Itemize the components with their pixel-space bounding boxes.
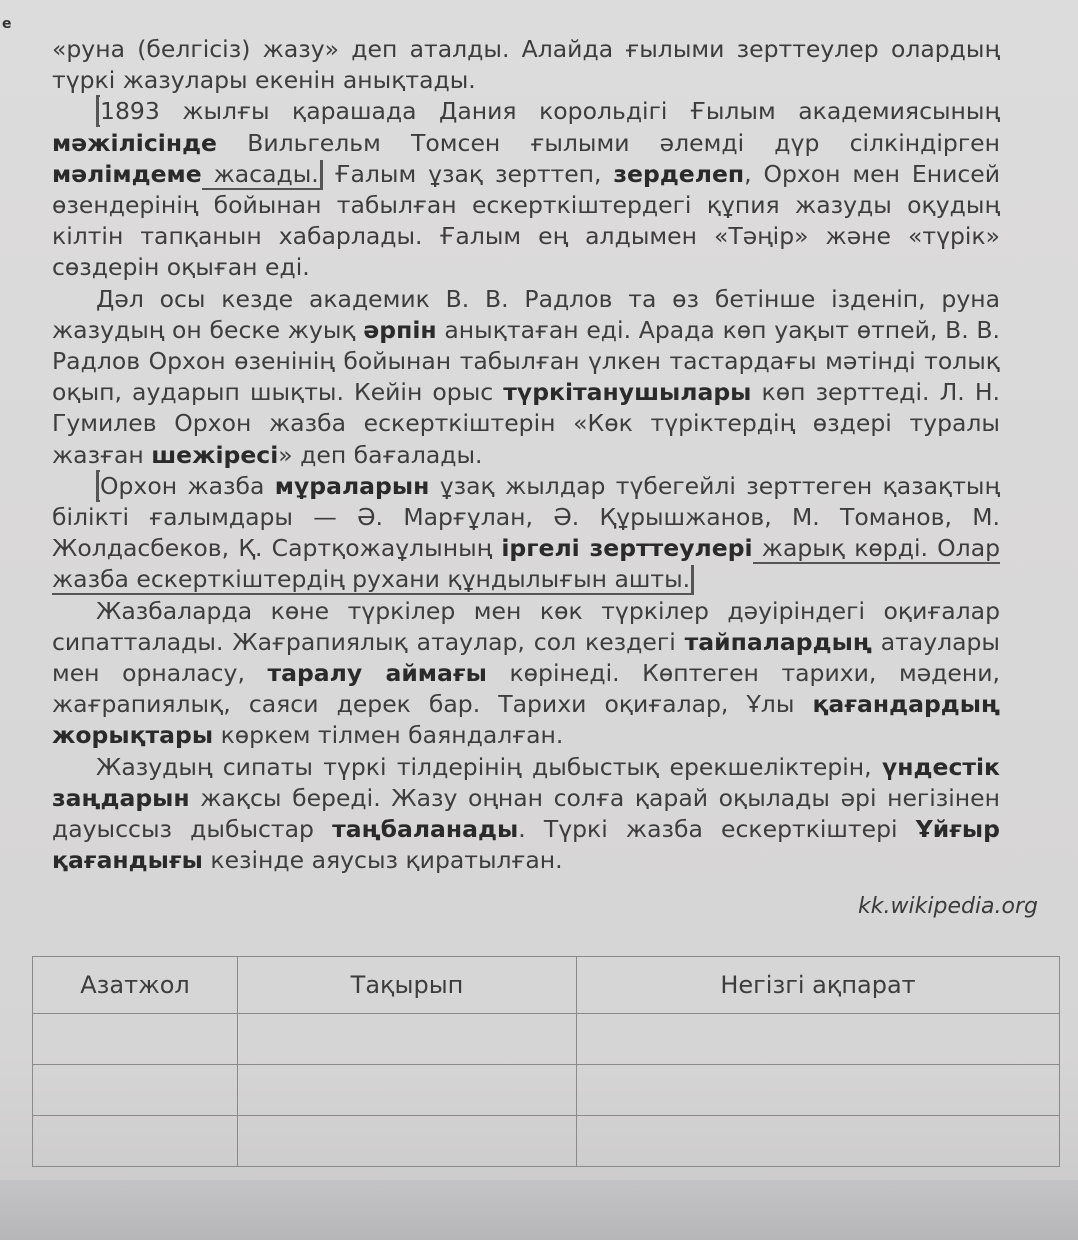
text-run: көрінеді. Көптеген тарихи, мәдени, жағрапиялық, саяси дерек бар. Тарихи оқиғалар, Ұлы xyxy=(52,659,1000,719)
bold-term: тайпалардың xyxy=(684,627,872,656)
paragraph xyxy=(52,284,1000,471)
article-text xyxy=(52,34,1000,876)
table-cell[interactable] xyxy=(238,1065,577,1116)
text-run: , Орхон мен Енисей өзендерінің бойынан табылған ескерткіштердегі құпия жазуды оқудың кілтін тапқанын хабарлады. Ғалым ең алдымен «Тәңір» және «түрік» сөздерін оқыған еді. xyxy=(52,159,1001,282)
bold-term: таралу аймағы xyxy=(267,659,487,688)
corner-mark: e xyxy=(2,16,12,32)
table-cell[interactable] xyxy=(33,1116,238,1167)
text-run: көркем тілмен баяндалған. xyxy=(213,721,564,750)
table-cell[interactable] xyxy=(238,1116,577,1167)
paragraph xyxy=(52,96,1000,283)
text-run: Ғалым ұзақ зерттеп, xyxy=(322,159,614,188)
text-run: . Түркі жазба ескерткіштері xyxy=(518,815,916,844)
table-row xyxy=(33,1065,1060,1116)
bold-term: мұраларын xyxy=(274,471,430,500)
header-topic: Тақырып xyxy=(238,957,577,1014)
table-cell[interactable] xyxy=(33,1014,238,1065)
bold-term: шежіресі xyxy=(151,440,279,469)
text-run: анықтаған еді. Арада көп уақыт өтпей, В. В. Радлов Орхон өзенінің бойынан табылған үлкен тастардағы мәтінді толық оқып, аударып шықты. Кейін орыс xyxy=(52,315,1001,407)
table-cell[interactable] xyxy=(577,1116,1060,1167)
paragraph xyxy=(52,471,1000,596)
bold-term: үндестік заңдарын xyxy=(52,752,1000,812)
paragraph xyxy=(52,752,1000,877)
paragraph xyxy=(52,34,1000,96)
bold-term: зерделеп xyxy=(613,159,745,188)
paragraph-notes-table xyxy=(32,956,1060,1167)
paragraph xyxy=(52,596,1000,752)
text-run: 1893 жылғы қарашада Дания корольдігі Ғылым академиясының xyxy=(100,97,1000,126)
source-link[interactable]: kk.wikipedia.org xyxy=(858,894,1038,919)
table-cell[interactable] xyxy=(33,1065,238,1116)
text-run: Жазудың сипаты түркі тілдерінің дыбыстық ерекшеліктерін, xyxy=(96,752,882,781)
text-run: Вильгельм Томсен ғылыми әлемді дүр сілкіндірген xyxy=(217,128,1000,157)
bold-term: түркітанушылары xyxy=(503,378,752,407)
header-paragraph: Азатжол xyxy=(33,957,238,1014)
table-cell[interactable] xyxy=(577,1065,1060,1116)
text-run: » деп бағалады. xyxy=(278,440,483,469)
text-run: «руна (белгісіз) жазу» деп аталды. Алайда ғылыми зерттеулер олардың түркі жазулары екенін анықтады. xyxy=(52,35,1000,95)
text-run: жақсы береді. Жазу оңнан солға қарай оқылады әрі негізінен дауыссыз дыбыстар xyxy=(52,783,1000,844)
bold-term: мәлімдеме xyxy=(52,159,202,188)
text-run: Орхон жазба xyxy=(100,471,275,500)
text-run: ұзақ жылдар түбегейлі зерттеген қазақтың білікті ғалымдары — Ә. Марғұлан, Ә. Құрышжанов, М. Томанов, М. Жолдасбеков, Қ. Сартқожаұлының xyxy=(52,471,1000,563)
text-run: кезінде аяусыз қиратылған. xyxy=(202,846,563,875)
table-row xyxy=(33,1116,1060,1167)
table-row xyxy=(33,1014,1060,1065)
text-run: жасады. xyxy=(202,160,323,190)
bottom-shadow xyxy=(0,1180,1078,1240)
text-run: Жазбаларда көне түркілер мен көк түркілер дәуіріндегі оқиғалар сипатталады. Жағрапиялық атаулар, сол кездегі xyxy=(52,596,1000,656)
table-cell[interactable] xyxy=(238,1014,577,1065)
bold-term: мәжілісінде xyxy=(52,128,217,157)
text-run: атаулары мен орналасу, xyxy=(52,627,1000,688)
table-cell[interactable] xyxy=(577,1014,1060,1065)
text-run: Дәл осы кезде академик В. В. Радлов та өз бетінше ізденіп, руна жазудың он бескe жуық xyxy=(52,284,1000,344)
bold-term: Ұйғыр қағандығы xyxy=(52,815,1001,875)
bold-term: таңбаланады xyxy=(332,815,519,844)
text-run: көп зерттеді. Л. Н. Гумилев Орхон жазба ескерткіштерін «Көк түріктердің өздері туралы жазған xyxy=(52,378,1000,469)
text-run: жарық көрді. Олар жазба ескерткіштердің рухани құндылығын ашты. xyxy=(52,534,1001,594)
bold-term: іргелі зерттеулері xyxy=(501,534,753,563)
header-main-info: Негізгі ақпарат xyxy=(577,957,1060,1014)
bold-term: қағандардың жорықтары xyxy=(52,690,1000,750)
bold-term: әрпін xyxy=(363,315,437,344)
table-header-row xyxy=(33,957,1060,1014)
